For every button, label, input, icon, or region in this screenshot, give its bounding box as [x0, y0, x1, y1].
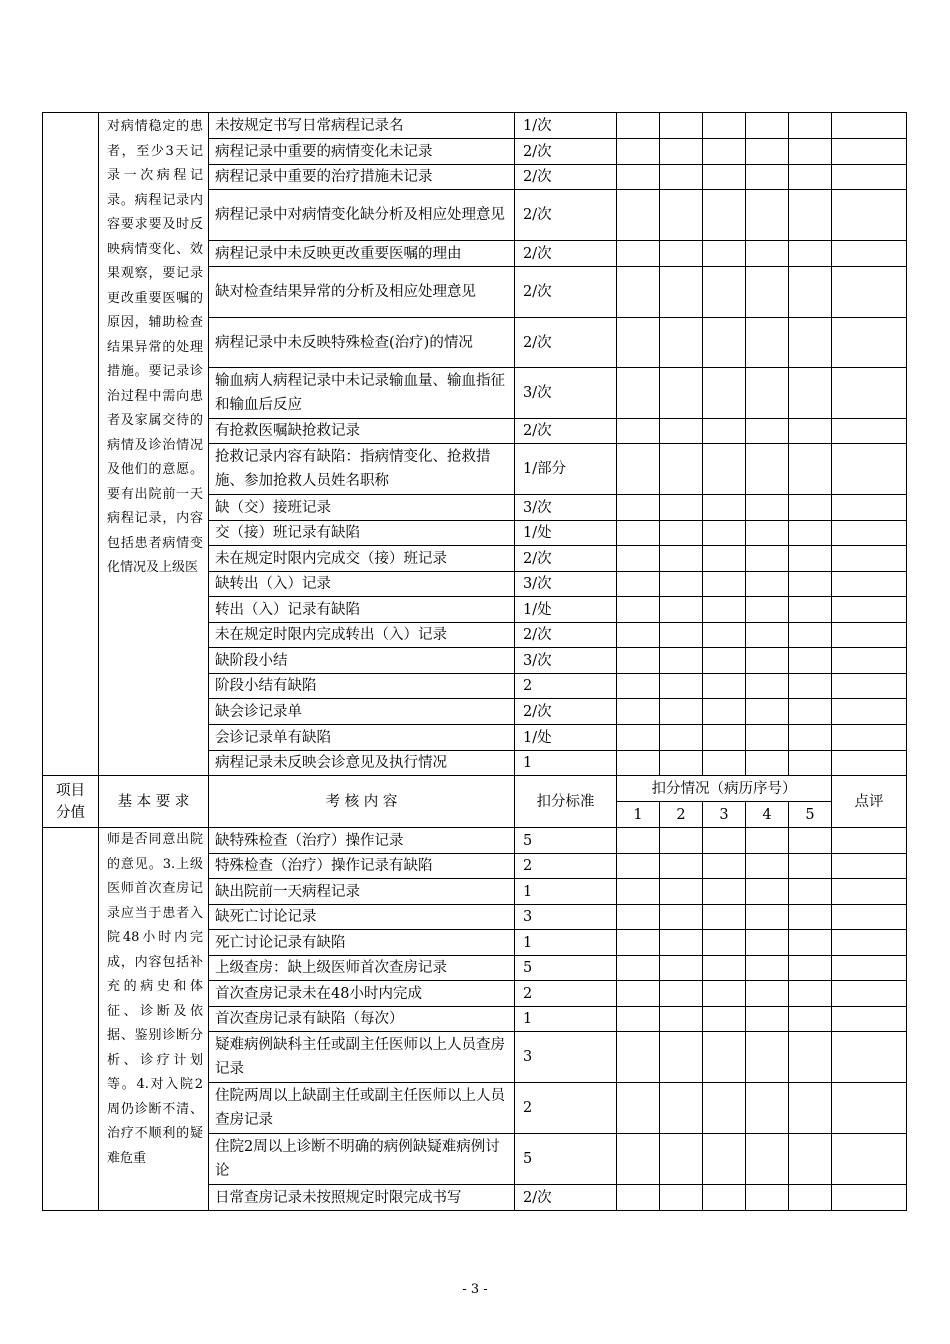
deduction-case-4-cell[interactable] [746, 546, 789, 572]
deduction-case-4-cell[interactable] [746, 572, 789, 597]
assessment-content: 住院两周以上缺副主任或副主任医师以上人员查房记录 [209, 1083, 515, 1134]
deduction-case-4-cell[interactable] [746, 905, 789, 930]
deduction-standard: 3/次 [515, 572, 617, 597]
assessment-content: 病程记录中未反映特殊检查(治疗)的情况 [209, 318, 515, 368]
deduction-standard: 1 [515, 930, 617, 956]
deduction-case-1-cell[interactable] [617, 623, 660, 648]
deduction-case-2-cell[interactable] [660, 674, 703, 699]
deduction-case-5-cell[interactable] [789, 267, 832, 318]
comment-cell[interactable] [832, 956, 907, 981]
assessment-content: 缺会诊记录单 [209, 699, 515, 725]
top-section [43, 113, 907, 776]
assessment-content: 病程记录中未反映更改重要医嘱的理由 [209, 241, 515, 267]
deduction-case-5-cell[interactable] [789, 546, 832, 572]
deduction-case-4-cell[interactable] [746, 725, 789, 751]
deduction-case-2-cell[interactable] [660, 495, 703, 521]
assessment-content: 缺死亡讨论记录 [209, 905, 515, 930]
assessment-content: 上级查房：缺上级医师首次查房记录 [209, 956, 515, 981]
deduction-case-3-cell[interactable] [703, 267, 746, 318]
deduction-standard: 1/处 [515, 725, 617, 751]
header-item-score: 项目分值 [43, 776, 99, 828]
deduction-case-2-cell[interactable] [660, 267, 703, 318]
assessment-content: 抢救记录内容有缺陷：指病情变化、抢救措施、参加抢救人员姓名职称 [209, 444, 515, 495]
deduction-case-3-cell[interactable] [703, 165, 746, 190]
comment-cell[interactable] [832, 572, 907, 597]
comment-cell[interactable] [832, 368, 907, 419]
deduction-case-5-cell[interactable] [789, 1083, 832, 1134]
comment-cell[interactable] [832, 648, 907, 674]
deduction-case-5-cell[interactable] [789, 113, 832, 139]
deduction-standard: 3/次 [515, 368, 617, 419]
deduction-case-3-cell[interactable] [703, 113, 746, 139]
deduction-case-3-cell[interactable] [703, 546, 746, 572]
table-row [43, 113, 907, 139]
deduction-case-5-cell[interactable] [789, 1185, 832, 1211]
deduction-case-4-cell[interactable] [746, 368, 789, 419]
deduction-standard: 2 [515, 1083, 617, 1134]
comment-cell[interactable] [832, 751, 907, 776]
deduction-case-4-cell[interactable] [746, 1134, 789, 1185]
comment-cell[interactable] [832, 1007, 907, 1032]
deduction-case-4-cell[interactable] [746, 1083, 789, 1134]
deduction-standard: 2/次 [515, 419, 617, 444]
deduction-case-3-cell[interactable] [703, 674, 746, 699]
deduction-case-3-cell[interactable] [703, 318, 746, 368]
deduction-case-2-cell[interactable] [660, 623, 703, 648]
comment-cell[interactable] [832, 113, 907, 139]
deduction-case-2-cell[interactable] [660, 546, 703, 572]
deduction-standard: 2/次 [515, 699, 617, 725]
deduction-standard: 2 [515, 981, 617, 1007]
header-deduction-situation: 扣分情况（病历序号） [617, 776, 832, 802]
comment-cell[interactable] [832, 419, 907, 444]
deduction-case-1-cell[interactable] [617, 419, 660, 444]
deduction-case-3-cell[interactable] [703, 956, 746, 981]
assessment-content: 未在规定时限内完成转出（入）记录 [209, 623, 515, 648]
deduction-standard: 3/次 [515, 495, 617, 521]
comment-cell[interactable] [832, 1134, 907, 1185]
deduction-case-5-cell[interactable] [789, 444, 832, 495]
deduction-case-4-cell[interactable] [746, 1007, 789, 1032]
comment-cell[interactable] [832, 674, 907, 699]
assessment-content: 交（接）班记录有缺陷 [209, 521, 515, 546]
deduction-case-5-cell[interactable] [789, 368, 832, 419]
deduction-case-4-cell[interactable] [746, 674, 789, 699]
assessment-content: 阶段小结有缺陷 [209, 674, 515, 699]
deduction-standard: 1 [515, 751, 617, 776]
deduction-case-5-cell[interactable] [789, 751, 832, 776]
case-number-4: 4 [746, 802, 789, 828]
assessment-content: 缺出院前一天病程记录 [209, 879, 515, 905]
deduction-case-1-cell[interactable] [617, 828, 660, 854]
header-row [43, 776, 907, 802]
assessment-content: 缺（交）接班记录 [209, 495, 515, 521]
deduction-case-3-cell[interactable] [703, 725, 746, 751]
deduction-case-2-cell[interactable] [660, 444, 703, 495]
deduction-case-4-cell[interactable] [746, 751, 789, 776]
deduction-case-1-cell[interactable] [617, 1083, 660, 1134]
deduction-standard: 1/处 [515, 521, 617, 546]
deduction-case-3-cell[interactable] [703, 930, 746, 956]
deduction-case-3-cell[interactable] [703, 444, 746, 495]
deduction-standard: 1 [515, 1007, 617, 1032]
deduction-standard: 2/次 [515, 1185, 617, 1211]
deduction-case-5-cell[interactable] [789, 597, 832, 623]
deduction-case-3-cell[interactable] [703, 521, 746, 546]
deduction-case-1-cell[interactable] [617, 956, 660, 981]
comment-cell[interactable] [832, 879, 907, 905]
deduction-case-3-cell[interactable] [703, 828, 746, 854]
deduction-case-5-cell[interactable] [789, 828, 832, 854]
deduction-case-2-cell[interactable] [660, 905, 703, 930]
deduction-case-2-cell[interactable] [660, 981, 703, 1007]
comment-cell[interactable] [832, 546, 907, 572]
deduction-case-4-cell[interactable] [746, 267, 789, 318]
deduction-case-4-cell[interactable] [746, 495, 789, 521]
deduction-case-1-cell[interactable] [617, 190, 660, 241]
comment-cell[interactable] [832, 1083, 907, 1134]
deduction-case-4-cell[interactable] [746, 956, 789, 981]
deduction-case-5-cell[interactable] [789, 495, 832, 521]
assessment-content: 病程记录中对病情变化缺分析及相应处理意见 [209, 190, 515, 241]
deduction-case-4-cell[interactable] [746, 1185, 789, 1211]
deduction-case-1-cell[interactable] [617, 905, 660, 930]
deduction-case-1-cell[interactable] [617, 165, 660, 190]
deduction-case-2-cell[interactable] [660, 699, 703, 725]
item-score-cell [43, 113, 99, 776]
deduction-standard: 2/次 [515, 190, 617, 241]
deduction-case-1-cell[interactable] [617, 444, 660, 495]
deduction-case-2-cell[interactable] [660, 1185, 703, 1211]
deduction-case-1-cell[interactable] [617, 495, 660, 521]
deduction-case-3-cell[interactable] [703, 368, 746, 419]
deduction-case-4-cell[interactable] [746, 190, 789, 241]
deduction-case-5-cell[interactable] [789, 572, 832, 597]
deduction-standard: 5 [515, 1134, 617, 1185]
deduction-standard: 1/次 [515, 113, 617, 139]
deduction-case-4-cell[interactable] [746, 828, 789, 854]
deduction-case-2-cell[interactable] [660, 521, 703, 546]
deduction-case-5-cell[interactable] [789, 930, 832, 956]
assessment-content: 缺转出（入）记录 [209, 572, 515, 597]
case-number-2: 2 [660, 802, 703, 828]
header-section [43, 776, 907, 828]
deduction-standard: 2/次 [515, 139, 617, 165]
assessment-content: 缺特殊检查（治疗）操作记录 [209, 828, 515, 854]
deduction-case-3-cell[interactable] [703, 854, 746, 879]
comment-cell[interactable] [832, 828, 907, 854]
deduction-case-4-cell[interactable] [746, 1032, 789, 1083]
comment-cell[interactable] [832, 1185, 907, 1211]
deduction-case-5-cell[interactable] [789, 725, 832, 751]
deduction-standard: 5 [515, 956, 617, 981]
assessment-content: 特殊检查（治疗）操作记录有缺陷 [209, 854, 515, 879]
assessment-content: 缺对检查结果异常的分析及相应处理意见 [209, 267, 515, 318]
deduction-case-1-cell[interactable] [617, 648, 660, 674]
item-score-cell [43, 828, 99, 1211]
deduction-case-5-cell[interactable] [789, 419, 832, 444]
assessment-content: 有抢救医嘱缺抢救记录 [209, 419, 515, 444]
deduction-case-4-cell[interactable] [746, 879, 789, 905]
comment-cell[interactable] [832, 905, 907, 930]
deduction-case-4-cell[interactable] [746, 318, 789, 368]
deduction-case-2-cell[interactable] [660, 139, 703, 165]
deduction-case-5-cell[interactable] [789, 1032, 832, 1083]
header-comment: 点评 [832, 776, 907, 828]
deduction-case-3-cell[interactable] [703, 1032, 746, 1083]
deduction-case-2-cell[interactable] [660, 725, 703, 751]
deduction-case-4-cell[interactable] [746, 854, 789, 879]
deduction-case-2-cell[interactable] [660, 318, 703, 368]
header-assessment-content: 考 核 内 容 [209, 776, 515, 828]
deduction-case-1-cell[interactable] [617, 751, 660, 776]
deduction-standard: 2/次 [515, 318, 617, 368]
case-number-1: 1 [617, 802, 660, 828]
deduction-case-5-cell[interactable] [789, 854, 832, 879]
deduction-case-3-cell[interactable] [703, 572, 746, 597]
assessment-content: 缺阶段小结 [209, 648, 515, 674]
assessment-content: 病程记录中重要的治疗措施未记录 [209, 165, 515, 190]
deduction-case-2-cell[interactable] [660, 648, 703, 674]
deduction-case-5-cell[interactable] [789, 318, 832, 368]
deduction-case-3-cell[interactable] [703, 648, 746, 674]
deduction-case-1-cell[interactable] [617, 854, 660, 879]
deduction-case-4-cell[interactable] [746, 981, 789, 1007]
deduction-case-2-cell[interactable] [660, 956, 703, 981]
table-row [43, 828, 907, 854]
deduction-case-1-cell[interactable] [617, 113, 660, 139]
deduction-standard: 3 [515, 905, 617, 930]
comment-cell[interactable] [832, 521, 907, 546]
comment-cell[interactable] [832, 623, 907, 648]
deduction-case-2-cell[interactable] [660, 419, 703, 444]
deduction-case-2-cell[interactable] [660, 1007, 703, 1032]
assessment-content: 疑难病例缺科主任或副主任医师以上人员查房记录 [209, 1032, 515, 1083]
deduction-case-5-cell[interactable] [789, 521, 832, 546]
deduction-case-4-cell[interactable] [746, 623, 789, 648]
deduction-standard: 1/处 [515, 597, 617, 623]
deduction-case-1-cell[interactable] [617, 879, 660, 905]
deduction-case-2-cell[interactable] [660, 572, 703, 597]
deduction-case-3-cell[interactable] [703, 597, 746, 623]
deduction-case-3-cell[interactable] [703, 905, 746, 930]
deduction-case-4-cell[interactable] [746, 241, 789, 267]
deduction-case-4-cell[interactable] [746, 139, 789, 165]
deduction-standard: 2/次 [515, 267, 617, 318]
deduction-case-5-cell[interactable] [789, 139, 832, 165]
basic-requirement-text: 对病情稳定的患者，至少3天记录一次病程记录。病程记录内容要求要及时反映病情变化、效果观察，要记录更改重要医嘱的原因，辅助检查结果异常的处理措施。要记录诊治过程中需向患者及家属交待的病情及诊治情况及他们的意愿。要有出院前一天病程记录，内容包括患者病情变化情况及上级医 [99, 113, 209, 776]
deduction-case-5-cell[interactable] [789, 699, 832, 725]
deduction-case-3-cell[interactable] [703, 241, 746, 267]
comment-cell[interactable] [832, 495, 907, 521]
deduction-case-1-cell[interactable] [617, 241, 660, 267]
deduction-case-2-cell[interactable] [660, 368, 703, 419]
assessment-content: 首次查房记录未在48小时内完成 [209, 981, 515, 1007]
bottom-section [43, 828, 907, 1211]
deduction-case-5-cell[interactable] [789, 956, 832, 981]
deduction-case-4-cell[interactable] [746, 930, 789, 956]
deduction-standard: 3 [515, 1032, 617, 1083]
deduction-case-2-cell[interactable] [660, 1083, 703, 1134]
deduction-case-2-cell[interactable] [660, 751, 703, 776]
deduction-case-1-cell[interactable] [617, 521, 660, 546]
deduction-case-5-cell[interactable] [789, 648, 832, 674]
comment-cell[interactable] [832, 241, 907, 267]
medical-record-assessment-table [42, 112, 907, 1211]
deduction-case-1-cell[interactable] [617, 1185, 660, 1211]
deduction-case-1-cell[interactable] [617, 1007, 660, 1032]
comment-cell[interactable] [832, 854, 907, 879]
deduction-case-1-cell[interactable] [617, 572, 660, 597]
deduction-case-4-cell[interactable] [746, 444, 789, 495]
assessment-content: 首次查房记录有缺陷（每次） [209, 1007, 515, 1032]
assessment-content: 日常查房记录未按照规定时限完成书写 [209, 1185, 515, 1211]
deduction-case-4-cell[interactable] [746, 597, 789, 623]
deduction-case-1-cell[interactable] [617, 930, 660, 956]
header-deduction-standard: 扣分标准 [515, 776, 617, 828]
deduction-standard: 2 [515, 854, 617, 879]
comment-cell[interactable] [832, 725, 907, 751]
assessment-content: 未在规定时限内完成交（接）班记录 [209, 546, 515, 572]
deduction-case-4-cell[interactable] [746, 113, 789, 139]
deduction-case-1-cell[interactable] [617, 546, 660, 572]
page-number: - 3 - [462, 1282, 488, 1297]
deduction-standard: 2/次 [515, 623, 617, 648]
deduction-case-5-cell[interactable] [789, 623, 832, 648]
deduction-case-5-cell[interactable] [789, 674, 832, 699]
deduction-standard: 1 [515, 879, 617, 905]
deduction-case-3-cell[interactable] [703, 1134, 746, 1185]
deduction-case-4-cell[interactable] [746, 521, 789, 546]
deduction-case-3-cell[interactable] [703, 699, 746, 725]
deduction-case-4-cell[interactable] [746, 648, 789, 674]
deduction-case-3-cell[interactable] [703, 1185, 746, 1211]
deduction-case-5-cell[interactable] [789, 190, 832, 241]
deduction-standard: 2/次 [515, 241, 617, 267]
deduction-case-2-cell[interactable] [660, 854, 703, 879]
comment-cell[interactable] [832, 444, 907, 495]
deduction-case-2-cell[interactable] [660, 165, 703, 190]
deduction-standard: 3/次 [515, 648, 617, 674]
deduction-case-1-cell[interactable] [617, 597, 660, 623]
deduction-case-5-cell[interactable] [789, 1007, 832, 1032]
deduction-case-3-cell[interactable] [703, 981, 746, 1007]
deduction-case-2-cell[interactable] [660, 241, 703, 267]
case-number-5: 5 [789, 802, 832, 828]
deduction-case-2-cell[interactable] [660, 828, 703, 854]
comment-cell[interactable] [832, 139, 907, 165]
assessment-content: 病程记录中重要的病情变化未记录 [209, 139, 515, 165]
deduction-case-5-cell[interactable] [789, 981, 832, 1007]
assessment-content: 输血病人病程记录中未记录输血量、输血指征和输血后反应 [209, 368, 515, 419]
assessment-content: 转出（入）记录有缺陷 [209, 597, 515, 623]
deduction-standard: 2 [515, 674, 617, 699]
case-number-3: 3 [703, 802, 746, 828]
deduction-standard: 1/部分 [515, 444, 617, 495]
deduction-case-3-cell[interactable] [703, 190, 746, 241]
deduction-case-3-cell[interactable] [703, 623, 746, 648]
comment-cell[interactable] [832, 267, 907, 318]
deduction-case-3-cell[interactable] [703, 495, 746, 521]
assessment-content: 住院2周以上诊断不明确的病例缺疑难病例讨论 [209, 1134, 515, 1185]
deduction-case-5-cell[interactable] [789, 879, 832, 905]
deduction-case-1-cell[interactable] [617, 1032, 660, 1083]
deduction-case-1-cell[interactable] [617, 318, 660, 368]
deduction-case-2-cell[interactable] [660, 879, 703, 905]
assessment-content: 病程记录未反映会诊意见及执行情况 [209, 751, 515, 776]
assessment-content: 未按规定书写日常病程记录名 [209, 113, 515, 139]
deduction-case-2-cell[interactable] [660, 190, 703, 241]
deduction-case-1-cell[interactable] [617, 139, 660, 165]
deduction-case-5-cell[interactable] [789, 165, 832, 190]
deduction-case-2-cell[interactable] [660, 113, 703, 139]
deduction-case-3-cell[interactable] [703, 1083, 746, 1134]
deduction-case-5-cell[interactable] [789, 241, 832, 267]
deduction-case-1-cell[interactable] [617, 267, 660, 318]
header-basic-requirement: 基 本 要 求 [99, 776, 209, 828]
deduction-standard: 2/次 [515, 546, 617, 572]
comment-cell[interactable] [832, 1032, 907, 1083]
deduction-case-3-cell[interactable] [703, 1007, 746, 1032]
deduction-case-3-cell[interactable] [703, 751, 746, 776]
deduction-case-1-cell[interactable] [617, 1134, 660, 1185]
basic-requirement-text: 师是否同意出院的意见。3.上级医师首次查房记录应当于患者入院48小时内完成，内容包括补充的病史和体征、诊断及依据、鉴别诊断分析、诊疗计划等。4.对入院2周仍诊断不清、治疗不顺利的疑难危重 [99, 828, 209, 1211]
assessment-content: 会诊记录单有缺陷 [209, 725, 515, 751]
comment-cell[interactable] [832, 699, 907, 725]
assessment-content: 死亡讨论记录有缺陷 [209, 930, 515, 956]
comment-cell[interactable] [832, 190, 907, 241]
deduction-case-1-cell[interactable] [617, 981, 660, 1007]
deduction-case-4-cell[interactable] [746, 165, 789, 190]
deduction-case-1-cell[interactable] [617, 725, 660, 751]
deduction-case-5-cell[interactable] [789, 905, 832, 930]
comment-cell[interactable] [832, 930, 907, 956]
deduction-case-4-cell[interactable] [746, 419, 789, 444]
comment-cell[interactable] [832, 318, 907, 368]
deduction-case-5-cell[interactable] [789, 1134, 832, 1185]
deduction-case-2-cell[interactable] [660, 597, 703, 623]
deduction-standard: 5 [515, 828, 617, 854]
deduction-case-1-cell[interactable] [617, 368, 660, 419]
deduction-case-3-cell[interactable] [703, 419, 746, 444]
deduction-case-2-cell[interactable] [660, 1032, 703, 1083]
deduction-case-2-cell[interactable] [660, 1134, 703, 1185]
deduction-case-1-cell[interactable] [617, 674, 660, 699]
comment-cell[interactable] [832, 597, 907, 623]
deduction-case-3-cell[interactable] [703, 879, 746, 905]
comment-cell[interactable] [832, 165, 907, 190]
deduction-case-2-cell[interactable] [660, 930, 703, 956]
deduction-standard: 2/次 [515, 165, 617, 190]
deduction-case-4-cell[interactable] [746, 699, 789, 725]
comment-cell[interactable] [832, 981, 907, 1007]
deduction-case-1-cell[interactable] [617, 699, 660, 725]
deduction-case-3-cell[interactable] [703, 139, 746, 165]
